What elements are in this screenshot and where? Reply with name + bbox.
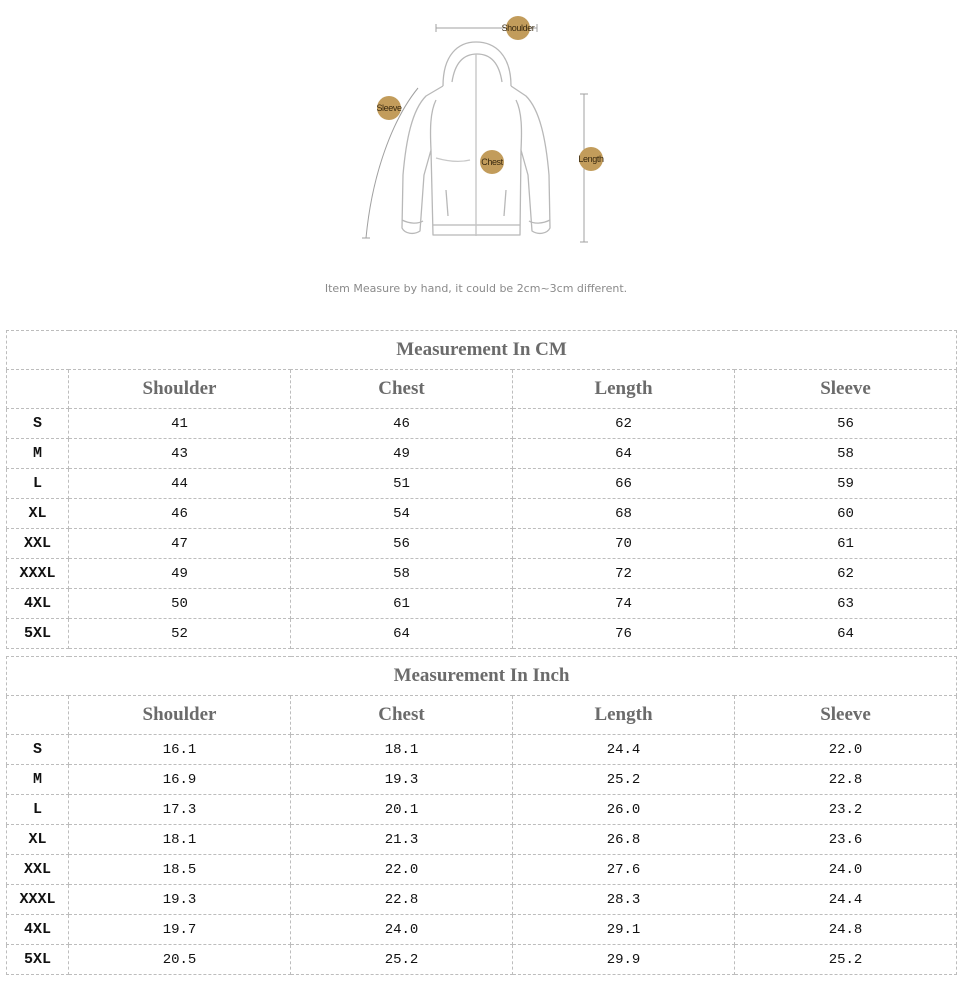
value-cell: 49 <box>69 559 291 589</box>
value-cell: 22.8 <box>291 885 513 915</box>
value-cell: 17.3 <box>69 795 291 825</box>
value-cell: 54 <box>291 499 513 529</box>
size-label-cell: 4XL <box>7 589 69 619</box>
header-cell: Shoulder <box>69 370 291 409</box>
table-row <box>7 945 957 975</box>
header-cell <box>7 370 69 409</box>
value-cell: 24.4 <box>513 735 735 765</box>
size-label-cell: XXL <box>7 855 69 885</box>
table-row <box>7 559 957 589</box>
value-cell: 60 <box>735 499 957 529</box>
value-cell: 58 <box>291 559 513 589</box>
value-cell: 61 <box>735 529 957 559</box>
value-cell: 61 <box>291 589 513 619</box>
value-cell: 22.0 <box>291 855 513 885</box>
size-label-cell: 5XL <box>7 619 69 649</box>
hoodie-measurement-diagram <box>0 0 962 320</box>
value-cell: 29.9 <box>513 945 735 975</box>
value-cell: 19.3 <box>69 885 291 915</box>
header-cell: Sleeve <box>735 696 957 735</box>
measurement-table-cm <box>6 330 957 649</box>
value-cell: 16.9 <box>69 765 291 795</box>
table-row <box>7 735 957 765</box>
chest-badge <box>480 150 504 174</box>
shoulder-badge-label: Shoulder <box>501 23 535 33</box>
header-cell: Chest <box>291 696 513 735</box>
table-row <box>7 795 957 825</box>
length-badge-label: Length <box>578 154 604 164</box>
table-row <box>7 619 957 649</box>
value-cell: 28.3 <box>513 885 735 915</box>
header-cell: Shoulder <box>69 696 291 735</box>
value-cell: 46 <box>291 409 513 439</box>
value-cell: 58 <box>735 439 957 469</box>
value-cell: 23.6 <box>735 825 957 855</box>
shoulder-badge <box>502 16 535 40</box>
size-label-cell: XXXL <box>7 559 69 589</box>
value-cell: 50 <box>69 589 291 619</box>
value-cell: 51 <box>291 469 513 499</box>
size-label-cell: XL <box>7 499 69 529</box>
value-cell: 24.4 <box>735 885 957 915</box>
table-row <box>7 825 957 855</box>
value-cell: 62 <box>513 409 735 439</box>
value-cell: 64 <box>291 619 513 649</box>
measurement-note: Item Measure by hand, it could be 2cm~3cm different. <box>324 282 628 295</box>
header-cell: Chest <box>291 370 513 409</box>
value-cell: 25.2 <box>735 945 957 975</box>
table-row <box>7 589 957 619</box>
value-cell: 23.2 <box>735 795 957 825</box>
size-label-cell: 5XL <box>7 945 69 975</box>
value-cell: 62 <box>735 559 957 589</box>
table-row <box>7 885 957 915</box>
value-cell: 29.1 <box>513 915 735 945</box>
value-cell: 52 <box>69 619 291 649</box>
value-cell: 66 <box>513 469 735 499</box>
header-cell: Sleeve <box>735 370 957 409</box>
sleeve-badge-label: Sleeve <box>376 103 402 113</box>
value-cell: 20.5 <box>69 945 291 975</box>
value-cell: 24.0 <box>735 855 957 885</box>
value-cell: 22.0 <box>735 735 957 765</box>
size-label-cell: M <box>7 765 69 795</box>
size-label-cell: XL <box>7 825 69 855</box>
value-cell: 43 <box>69 439 291 469</box>
value-cell: 25.2 <box>513 765 735 795</box>
value-cell: 18.5 <box>69 855 291 885</box>
value-cell: 22.8 <box>735 765 957 795</box>
table-title: Measurement In Inch <box>7 657 957 696</box>
table-row <box>7 915 957 945</box>
hoodie-outline <box>402 42 550 236</box>
value-cell: 63 <box>735 589 957 619</box>
table-row <box>7 439 957 469</box>
value-cell: 24.8 <box>735 915 957 945</box>
value-cell: 18.1 <box>291 735 513 765</box>
size-label-cell: S <box>7 735 69 765</box>
table-row <box>7 855 957 885</box>
table-row <box>7 529 957 559</box>
value-cell: 19.7 <box>69 915 291 945</box>
length-badge <box>578 147 604 171</box>
value-cell: 46 <box>69 499 291 529</box>
value-cell: 68 <box>513 499 735 529</box>
value-cell: 74 <box>513 589 735 619</box>
chest-badge-label: Chest <box>481 157 503 167</box>
size-label-cell: XXXL <box>7 885 69 915</box>
table-row <box>7 469 957 499</box>
table-row <box>7 499 957 529</box>
table-title: Measurement In CM <box>7 331 957 370</box>
size-label-cell: M <box>7 439 69 469</box>
value-cell: 59 <box>735 469 957 499</box>
value-cell: 25.2 <box>291 945 513 975</box>
value-cell: 24.0 <box>291 915 513 945</box>
value-cell: 21.3 <box>291 825 513 855</box>
value-cell: 56 <box>291 529 513 559</box>
measurement-table-inch <box>6 656 957 975</box>
header-cell: Length <box>513 696 735 735</box>
value-cell: 56 <box>735 409 957 439</box>
value-cell: 76 <box>513 619 735 649</box>
sleeve-badge <box>376 96 402 120</box>
size-label-cell: 4XL <box>7 915 69 945</box>
value-cell: 72 <box>513 559 735 589</box>
value-cell: 18.1 <box>69 825 291 855</box>
value-cell: 16.1 <box>69 735 291 765</box>
value-cell: 47 <box>69 529 291 559</box>
value-cell: 70 <box>513 529 735 559</box>
header-cell: Length <box>513 370 735 409</box>
value-cell: 20.1 <box>291 795 513 825</box>
size-label-cell: L <box>7 469 69 499</box>
value-cell: 41 <box>69 409 291 439</box>
size-label-cell: L <box>7 795 69 825</box>
value-cell: 64 <box>735 619 957 649</box>
header-cell <box>7 696 69 735</box>
table-row <box>7 765 957 795</box>
value-cell: 26.8 <box>513 825 735 855</box>
table-row <box>7 409 957 439</box>
value-cell: 19.3 <box>291 765 513 795</box>
value-cell: 44 <box>69 469 291 499</box>
value-cell: 64 <box>513 439 735 469</box>
size-label-cell: S <box>7 409 69 439</box>
value-cell: 26.0 <box>513 795 735 825</box>
size-label-cell: XXL <box>7 529 69 559</box>
value-cell: 49 <box>291 439 513 469</box>
value-cell: 27.6 <box>513 855 735 885</box>
